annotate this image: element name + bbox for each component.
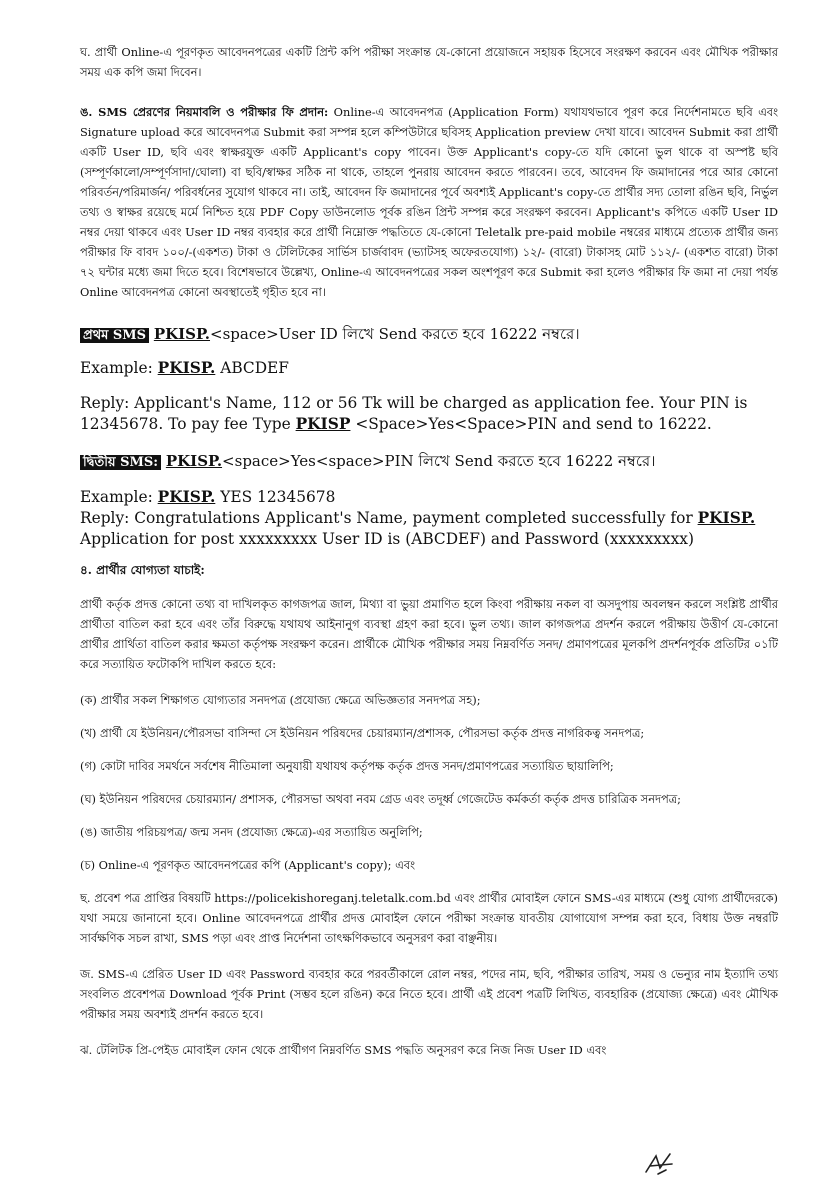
second-example-rest: YES 12345678 [215,488,336,506]
paragraph-ja: জ. SMS-এ প্রেরিত User ID এবং Password ব্যবহার করে পরবর্তীকালে রোল নম্বর, পদের নাম, ছবি, পরীক্ষার তারিখ, সময় ও ভেন্যুর নাম ইত্যাদি তথ্য সংবলিত প্রবেশপত্র Download পূর্বক Print (সম্ভব হলে রঙিন) করে নিতে হবে। প্রার্থী এই প্রবেশ পত্রটি লিখিত, ব্যবহারিক (প্রযোজ্য ক্ষেত্রে) এবং মৌখিক পরীক্ষার সময় অবশ্যই প্রদর্শন করতে হবে। [80,967,778,1021]
second-sms-rest: <space>Yes<space>PIN লিখে Send করতে হবে 16222 নম্বরে। [222,452,656,470]
second-sms-tag: দ্বিতীয় SMS: [80,455,161,470]
second-reply-a: Reply: Congratulations Applicant's Name, payment completed successfully for [80,509,698,527]
paragraph-gha: ঘ. প্রার্থী Online-এ পূরণকৃত আবেদনপত্রের একটি প্রিন্ট কপি পরীক্ষা সংক্রান্ত যে-কোনো প্রয়োজনে সহায়ক হিসেবে সংরক্ষণ করবেন এবং মৌখিক পরীক্ষার সময় এক কপি জমা দিবেন। [80,45,778,79]
first-sms-line [80,324,778,346]
second-sms-code: PKISP. [165,452,223,470]
list-item: (গ) কোটা দাবির সমর্থনে সর্বশেষ নীতিমালা অনুযায়ী যথাযথ কর্তৃপক্ষ কর্তৃক প্রদত্ত সনদ/প্রমাণপত্রের সত্যায়িত ছায়ালিপি; [80,759,614,773]
second-sms-line [80,451,778,473]
first-sms-rest: <space>User ID লিখে Send করতে হবে 16222 নম্বরে। [210,325,580,343]
document-list [80,690,778,875]
first-example-label: Example: [80,359,158,377]
first-reply-code: PKISP [295,415,351,433]
second-example-code: PKISP. [157,488,216,506]
first-sms-reply [80,393,778,435]
first-reply-b: <Space>Yes<Space>PIN and send to 16222. [350,415,712,433]
first-example-code: PKISP. [157,359,216,377]
second-example-label: Example: [80,488,158,506]
list-item: (চ) Online-এ পূরণকৃত আবেদনপত্রের কপি (Applicant's copy); এবং [80,858,415,872]
second-reply-code: PKISP. [697,509,756,527]
first-sms-code: PKISP. [153,325,211,343]
paragraph-sms-rules [80,102,778,302]
second-sms-example [80,487,778,508]
first-sms-tag: প্রথম SMS [80,328,149,343]
list-item: (ঘ) ইউনিয়ন পরিষদের চেয়ারম্যান/ প্রশাসক, পৌরসভা অথবা নবম গ্রেড এবং তদূর্ধ্ব গেজেটেড কর্মকর্তা কর্তৃক প্রদত্ত চারিত্রিক সনদপত্র; [80,792,681,806]
sms-rules-title: ঙ. SMS প্রেরণের নিয়মাবলি ও পরীক্ষার ফি প্রদান: [80,105,329,119]
document-page [80,42,778,1074]
section4-heading: ৪. প্রার্থীর যোগ্যতা যাচাই: [80,563,205,577]
first-reply-a: Reply: Applicant's Name, 112 or 56 Tk will be charged as application fee. Your PIN is 12345678. To pay fee Type [80,394,748,433]
list-item: (খ) প্রার্থী যে ইউনিয়ন/পৌরসভা বাসিন্দা সে ইউনিয়ন পরিষদের চেয়ারম্যান/প্রশাসক, পৌরসভা কর্তৃক প্রদত্ত নাগরিকত্ব সনদপত্র; [80,726,645,740]
second-reply-b: Application for post xxxxxxxxx User ID is (ABCDEF) and Password (xxxxxxxxx) [80,530,694,548]
second-sms-reply [80,508,778,550]
first-example-rest: ABCDEF [215,359,289,377]
list-item: (ক) প্রার্থীর সকল শিক্ষাগত যোগ্যতার সনদপত্র (প্রযোজ্য ক্ষেত্রে অভিজ্ঞতার সনদপত্র সহ); [80,693,481,707]
list-item: (ঙ) জাতীয় পরিচয়পত্র/ জন্ম সনদ (প্রযোজ্য ক্ষেত্রে)-এর সত্যায়িত অনুলিপি; [80,825,423,839]
paragraph-jha: ঝ. টেলিটক প্রি-পেইড মোবাইল ফোন থেকে প্রার্থীগণ নিম্নবর্ণিত SMS পদ্ধতি অনুসরণ করে নিজ নিজ User ID এবং [80,1043,607,1057]
sms-rules-body: Online-এ আবেদনপত্র (Application Form) যথাযথভাবে পূরণ করে নির্দেশনামতে ছবি এবং Signature upload করে আবেদনপত্র Submit করা সম্পন্ন হলে কম্পিউটারে ছবিসহ Application preview দেখা যাবে। আবেদন Submit করা প্রার্থী একটি User ID, ছবি এবং স্বাক্ষরযুক্ত একটি Applicant's copy পাবেন। উক্ত Applicant's copy-তে যদি কোনো ভুল থাকে বা অস্পষ্ট ছবি (সম্পূর্ণকালো/সম্পূর্ণসাদা/ঘোলা) বা ছবি/স্বাক্ষর সঠিক না থাকে, তাহলে পুনরায় আবেদন করতে পারবেন। তবে, আবেদন ফি জমাদানের পরে আর কোনো পরিবর্তন/পরিমার্জন/ পরিবর্ধনের সুযোগ থাকবে না। তাই, আবেদন ফি জমাদানের পূর্বে অবশ্যই Applicant's copy-তে প্রার্থীর সদ্য তোলা রঙিন ছবি, নির্ভুল তথ্য ও স্বাক্ষর রয়েছে মর্মে নিশ্চিত হয়ে PDF Copy ডাউনলোড পূর্বক রঙিন প্রিন্ট সম্পন্ন করে সংরক্ষণ করবেন। Applicant's কপিতে একটি User ID নম্বর দেয়া থাকবে এবং User ID নম্বর ব্যবহার করে প্রার্থী নিম্নোক্ত পদ্ধতিতে যে-কোনো Teletalk pre-paid mobile নম্বরের মাধ্যমে প্রত্যেক প্রার্থীর জন্য পরীক্ষার ফি বাবদ ১০০/-(একশত) টাকা ও টেলিটকের সার্ভিস চার্জবাবদ (ভ্যাটসহ অফেরতযোগ্য) ১২/- (বারো) টাকাসহ মোট ১১২/- (একশত বারো) টাকা ৭২ ঘন্টার মধ্যে জমা দিতে হবে। বিশেষভাবে উল্লেখ্য, Online-এ আবেদনপত্রের সকল অংশপূরণ করে Submit করা হলেও পরীক্ষার ফি জমা না দেয়া পর্যন্ত Online আবেদনপত্র কোনো অবস্থাতেই গৃহীত হবে না। [80,105,779,299]
first-sms-example [80,358,778,379]
signature-mark [640,1150,680,1182]
paragraph-cha: ছ. প্রবেশ পত্র প্রাপ্তির বিষয়টি https://policekishoreganj.teletalk.com.bd এবং প্রার্থীর মোবাইল ফোনে SMS-এর মাধ্যমে (শুধু যোগ্য প্রার্থীদেরকে) যথা সময়ে জানানো হবে। Online আবেদনপত্রে প্রার্থীর প্রদত্ত মোবাইল ফোনে পরীক্ষা সংক্রান্ত যাবতীয় যোগাযোগ সম্পন্ন করা হবে, বিধায় উক্ত নম্বরটি সার্বক্ষণিক সচল রাখা, SMS পড়া এবং প্রাপ্ত নির্দেশনা তাৎক্ষণিকভাবে অনুসরণ করা বাঞ্ছনীয়। [80,891,778,945]
section4-body: প্রার্থী কর্তৃক প্রদত্ত কোনো তথ্য বা দাখিলকৃত কাগজপত্র জাল, মিথ্যা বা ভুয়া প্রমাণিত হলে কিংবা পরীক্ষায় নকল বা অসদুপায় অবলম্বন করলে সংশ্লিষ্ট প্রার্থীর প্রার্থীতা বাতিল করা হবে এবং তাঁর বিরুদ্ধে যথাযথ আইনানুগ ব্যবস্থা গ্রহণ করা হবে। ভুল তথ্য। জাল কাগজপত্র প্রদর্শন করলে পরীক্ষায় উত্তীর্ণ যে-কোনো প্রার্থীর প্রার্থিতা বাতিল করার ক্ষমতা কর্তৃপক্ষ সংরক্ষণ করেন। প্রার্থীকে মৌখিক পরীক্ষার সময় নিম্নবর্ণিত সনদ/ প্রমাণপত্রের মূলকপি প্রদর্শনপূর্বক প্রতিটির ০১টি করে সত্যায়িত ফটোকপি দাখিল করতে হবে: [80,597,778,671]
